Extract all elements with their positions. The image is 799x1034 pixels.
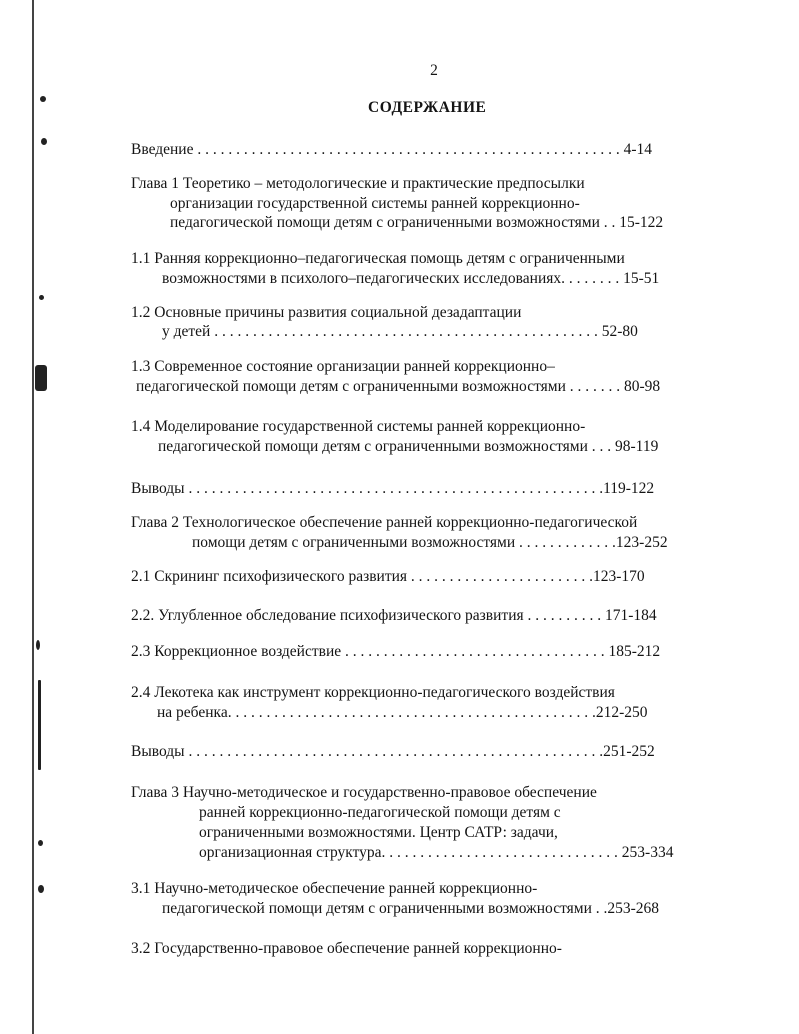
scan-speck bbox=[38, 840, 43, 846]
scan-speck bbox=[35, 365, 47, 391]
scan-speck bbox=[40, 96, 46, 102]
toc-entry: 2.2. Углубленное обследование психофизического развития . . . . . . . . . . 171-184 bbox=[131, 607, 657, 624]
toc-entry: 2.3 Коррекционное воздействие . . . . . . . . . . . . . . . . . . . . . . . . . . . . . . . . . . 185-212 bbox=[131, 643, 661, 660]
toc-entry: педагогической помощи детям с ограниченными возможностями . . . . . . . 80-98 bbox=[136, 378, 661, 395]
scan-speck bbox=[38, 885, 44, 893]
scan-speck bbox=[41, 138, 47, 145]
toc-entry: 1.2 Основные причины развития социальной дезадаптации bbox=[131, 304, 522, 321]
toc-entry: 2.1 Скрининг психофизического развития . . . . . . . . . . . . . . . . . . . . . . . .123-170 bbox=[131, 568, 645, 585]
toc-entry: 1.1 Ранняя коррекционно–педагогическая помощь детям с ограниченными bbox=[131, 250, 625, 267]
toc-entry: педагогической помощи детям с ограниченными возможностями . .253-268 bbox=[162, 900, 660, 917]
toc-entry: педагогической помощи детям с ограниченными возможностями . . 15-122 bbox=[170, 214, 664, 231]
toc-entry: ограниченными возможностями. Центр САТР: задачи, bbox=[199, 824, 558, 841]
toc-entry: Глава 3 Научно-методическое и государственно-правовое обеспечение bbox=[131, 784, 597, 801]
toc-entry: Выводы . . . . . . . . . . . . . . . . . . . . . . . . . . . . . . . . . . . . . . . . . . . . . . . . . . . . . .119-122 bbox=[131, 480, 655, 497]
toc-entry: возможностями в психолого–педагогических исследованиях. . . . . . . . 15-51 bbox=[162, 270, 660, 287]
page-number: 2 bbox=[430, 62, 438, 79]
scan-border-line bbox=[32, 0, 34, 1034]
toc-entry: 1.4 Моделирование государственной системы ранней коррекционно- bbox=[131, 418, 586, 435]
page-title: СОДЕРЖАНИЕ bbox=[368, 99, 487, 116]
toc-entry: Глава 2 Технологическое обеспечение ранней коррекционно-педагогической bbox=[131, 514, 638, 531]
scan-speck bbox=[39, 295, 44, 300]
toc-entry: у детей . . . . . . . . . . . . . . . . . . . . . . . . . . . . . . . . . . . . . . . . . . . . . . . . . . 52-80 bbox=[162, 323, 638, 340]
toc-entry: 2.4 Лекотека как инструмент коррекционно-педагогического воздействия bbox=[131, 684, 615, 701]
toc-entry: педагогической помощи детям с ограниченными возможностями . . . 98-119 bbox=[158, 438, 659, 455]
toc-entry: организации государственной системы ранней коррекционно- bbox=[170, 195, 580, 212]
toc-entry: на ребенка. . . . . . . . . . . . . . . . . . . . . . . . . . . . . . . . . . . . . . . . . . . . . . . .212-250 bbox=[157, 704, 648, 721]
toc-entry: организационная структура. . . . . . . . . . . . . . . . . . . . . . . . . . . . . . . 253-334 bbox=[199, 844, 674, 861]
toc-entry: 1.3 Современное состояние организации ранней коррекционно– bbox=[131, 358, 555, 375]
toc-entry: Выводы . . . . . . . . . . . . . . . . . . . . . . . . . . . . . . . . . . . . . . . . . . . . . . . . . . . . . .251-252 bbox=[131, 743, 655, 760]
scan-speck bbox=[36, 640, 40, 650]
toc-entry: Глава 1 Теоретико – методологические и практические предпосылки bbox=[131, 175, 585, 192]
toc-entry: Введение . . . . . . . . . . . . . . . . . . . . . . . . . . . . . . . . . . . . . . . . . . . . . . . . . . . . . . . 4-14 bbox=[131, 141, 653, 158]
toc-entry: 3.2 Государственно-правовое обеспечение ранней коррекционно- bbox=[131, 940, 562, 957]
scan-speck bbox=[38, 680, 41, 770]
toc-entry: помощи детям с ограниченными возможностями . . . . . . . . . . . . .123-252 bbox=[192, 534, 668, 551]
toc-entry: ранней коррекционно-педагогической помощи детям с bbox=[199, 804, 561, 821]
toc-entry: 3.1 Научно-методическое обеспечение ранней коррекционно- bbox=[131, 880, 538, 897]
